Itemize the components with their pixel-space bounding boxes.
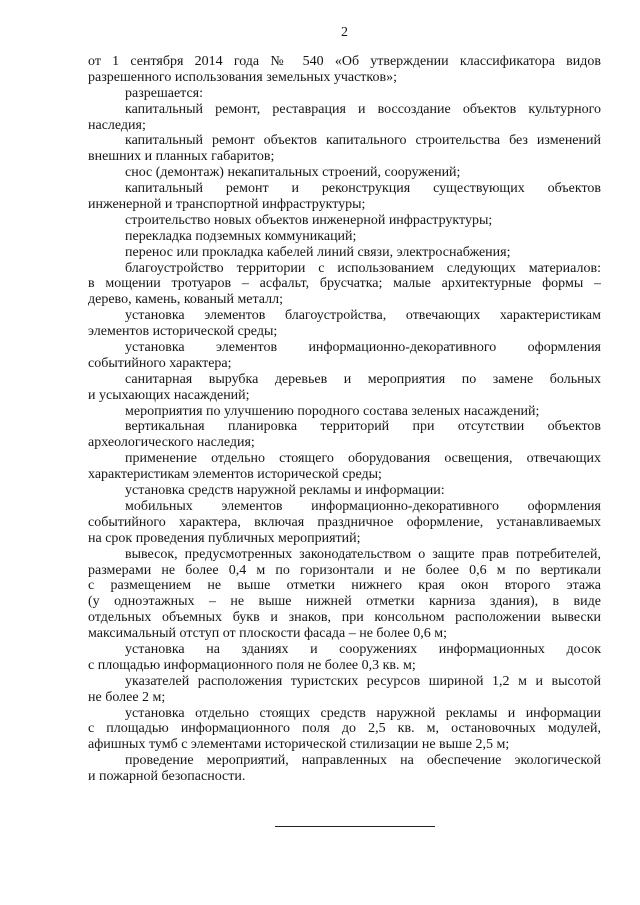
text-line: (у одноэтажных – не выше нижней отметки карниза здания), в виде [88,594,601,610]
paragraph [88,102,601,134]
paragraph [88,133,601,165]
text-line: от 1 сентября 2014 года № 540 «Об утверждении классификатора видов [88,54,601,69]
text-line: и усыхающих насаждений; [88,387,250,403]
text-line: размерами не более 0,4 м по горизонтали и не более 0,6 м по вертикали [88,562,601,578]
text-line: в мощении тротуаров – асфальт, брусчатка; малые архитектурные формы – [88,276,601,292]
text-line: характеристикам элементов исторической среды; [88,467,382,483]
text-line: археологического наследия; [88,435,255,451]
paragraph [88,308,601,340]
text-line: мероприятия по улучшению породного состава зеленых насаждений; [125,403,540,419]
text-line: снос (демонтаж) некапитальных строений, сооружений; [125,165,461,181]
text-line: благоустройство территории с использованием следующих материалов: [125,260,601,276]
text-line: указателей расположения туристских ресурсов шириной 1,2 м и высотой [125,673,601,689]
text-line: с размещением не выше отметки нижнего края окон второго этажа [88,578,601,594]
text-line: разрешенного использования земельных участков»; [88,69,397,85]
text-line: капитальный ремонт объектов капитального строительства без изменений [125,133,601,149]
closing-rule [275,826,435,827]
text-line: дерево, камень, кованый металл; [88,292,284,308]
text-line: разрешается: [125,85,203,101]
paragraph [88,165,601,181]
text-line: проведение мероприятий, направленных на обеспечение экологической [125,753,601,769]
paragraph [88,642,601,674]
text-line: не более 2 м; [88,689,166,705]
paragraph [88,499,601,547]
text-line: элементов исторической среды; [88,324,278,340]
text-line: с площадью информационного поля не более 0,3 кв. м; [88,657,416,673]
page-number: 2 [341,25,348,40]
paragraph [88,483,601,499]
text-line: капитальный ремонт, реставрация и воссоздание объектов культурного [125,101,601,117]
text-line: инженерной и транспортной инфраструктуры; [88,197,366,213]
text-line: наследия; [88,117,146,133]
text-line: установка элементов информационно-декоративного оформления [125,340,601,356]
paragraph [88,419,601,451]
text-line: капитальный ремонт и реконструкция существующих объектов [125,181,601,197]
paragraph [88,245,601,261]
text-line: установка элементов благоустройства, отвечающих характеристикам [125,308,601,324]
paragraph [88,213,601,229]
paragraph [88,340,601,372]
text-line: строительство новых объектов инженерной инфраструктуры; [125,212,493,228]
paragraph [88,229,601,245]
paragraph [88,261,601,309]
text-line: вертикальная планировка территорий при отсутствии объектов [125,419,601,435]
text-line: перенос или прокладка кабелей линий связи, электроснабжения; [125,244,511,260]
text-line: на срок проведения публичных мероприятий; [88,530,361,546]
text-line: внешних и планных габаритов; [88,149,275,165]
text-line: применение отдельно стоящего оборудования освещения, отвечающих [125,451,601,467]
text-line: санитарная вырубка деревьев и мероприятия по замене больных [125,371,601,387]
text-line: с площадью информационного поля до 2,5 кв. м, остановочных модулей, [88,721,601,737]
text-line: максимальный отступ от плоскости фасада – не более 0,6 м; [88,626,448,642]
paragraph [88,674,601,706]
text-line: событийного характера; [88,355,232,371]
paragraph [88,706,601,754]
text-line: мобильных элементов информационно-декоративного оформления [125,498,601,514]
paragraph [88,451,601,483]
paragraph [88,547,601,642]
paragraph [88,404,601,420]
text-line: отдельных объемных букв и знаков, при консольном расположении вывески [88,610,601,626]
text-line: афишных тумб с элементами исторической стилизации не выше 2,5 м; [88,737,510,753]
text-line: установка средств наружной рекламы и информации: [125,483,445,499]
paragraph [88,86,601,102]
text-line: установка отдельно стоящих средств наружной рекламы и информации [125,705,601,721]
text-line: вывесок, предусмотренных законодательством о защите прав потребителей, [125,546,601,562]
text-line: событийного характера, включая праздничное оформление, устанавливаемых [88,514,601,530]
paragraph [88,181,601,213]
text-line: перекладка подземных коммуникаций; [125,228,357,244]
text-line: установка на зданиях и сооружениях информационных досок [125,641,601,657]
paragraph [88,372,601,404]
text-line: и пожарной безопасности. [88,769,246,785]
paragraph [88,54,601,86]
document-body [88,54,601,785]
paragraph [88,753,601,785]
